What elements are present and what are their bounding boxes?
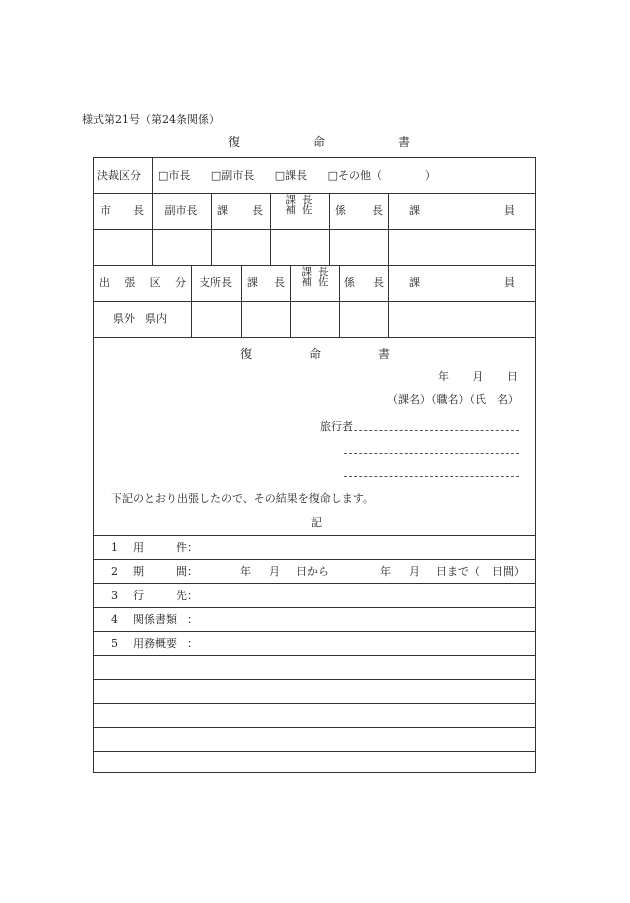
item-period: 2 期 間 ：	[111, 564, 198, 578]
header-section-chief: 課 長	[217, 204, 263, 217]
period-from: 年 月 日から	[240, 565, 329, 578]
report-name-line: （課名）（職名）（氏 名）	[387, 393, 519, 406]
document-title: 復 命 書	[228, 135, 410, 149]
header-branch-chief: 支所長	[199, 276, 232, 289]
item-related-documents: 4 関係書類 ：	[111, 612, 198, 626]
form-number-label: 様式第21号（第24条関係）	[82, 113, 220, 126]
rule	[329, 193, 330, 265]
rule	[94, 337, 535, 338]
header-subsection-chief: 係 長	[335, 204, 383, 217]
rule	[94, 655, 535, 656]
header-staff: 課 員	[409, 204, 515, 217]
rule	[339, 265, 340, 337]
ki-label: 記	[311, 516, 322, 529]
checkbox-other[interactable]: □その他（	[327, 168, 382, 182]
rule	[388, 265, 389, 337]
traveler-line	[344, 453, 519, 454]
rule	[94, 703, 535, 704]
travel-area-outside[interactable]: 県外	[113, 312, 135, 325]
rule	[152, 158, 153, 193]
rule	[211, 193, 212, 265]
rule	[241, 265, 242, 337]
report-statement: 下記のとおり出張したので、その結果を復命します。	[111, 492, 374, 505]
checkbox-section-chief[interactable]: □課長	[274, 168, 308, 182]
header-mayor: 市 長	[100, 204, 144, 217]
item-destination: 3 行 先 ：	[111, 588, 198, 602]
decision-label: 決裁区分	[97, 168, 141, 182]
item-purpose: 1 用 件 ：	[111, 540, 198, 554]
header-section-chief-2: 課 長	[247, 276, 285, 289]
rule	[388, 193, 389, 265]
header-travel-category: 出 張 区 分	[99, 276, 186, 289]
period-to: 年 月 日まで（ 日間）	[380, 565, 525, 578]
report-title: 復 命 書	[240, 347, 390, 361]
report-date: 年 月 日	[438, 370, 518, 383]
rule	[94, 727, 535, 728]
rule	[94, 679, 535, 680]
rule	[94, 229, 535, 230]
rule	[94, 751, 535, 752]
form-frame	[93, 157, 536, 773]
traveler-label: 旅行者	[320, 420, 353, 433]
checkbox-deputy-mayor[interactable]: □副市長	[210, 168, 255, 182]
travel-area	[113, 301, 183, 335]
item-business-summary: 5 用務概要 ：	[111, 636, 198, 650]
traveler-line	[344, 430, 519, 431]
decision-options	[158, 161, 382, 188]
travel-area-inside[interactable]: 県内	[145, 312, 167, 325]
other-close-paren: ）	[425, 168, 436, 182]
checkbox-mayor[interactable]: □市長	[158, 168, 191, 182]
header-deputy-mayor: 副市長	[164, 204, 198, 217]
header-staff-2: 課 員	[409, 276, 515, 289]
header-subsection-chief-2: 係 長	[344, 276, 384, 289]
traveler-line	[344, 476, 519, 477]
header-assistant-chief: 課 長 補 佐	[285, 194, 313, 216]
header-assistant-chief-2: 課 長 補 佐	[301, 266, 329, 288]
